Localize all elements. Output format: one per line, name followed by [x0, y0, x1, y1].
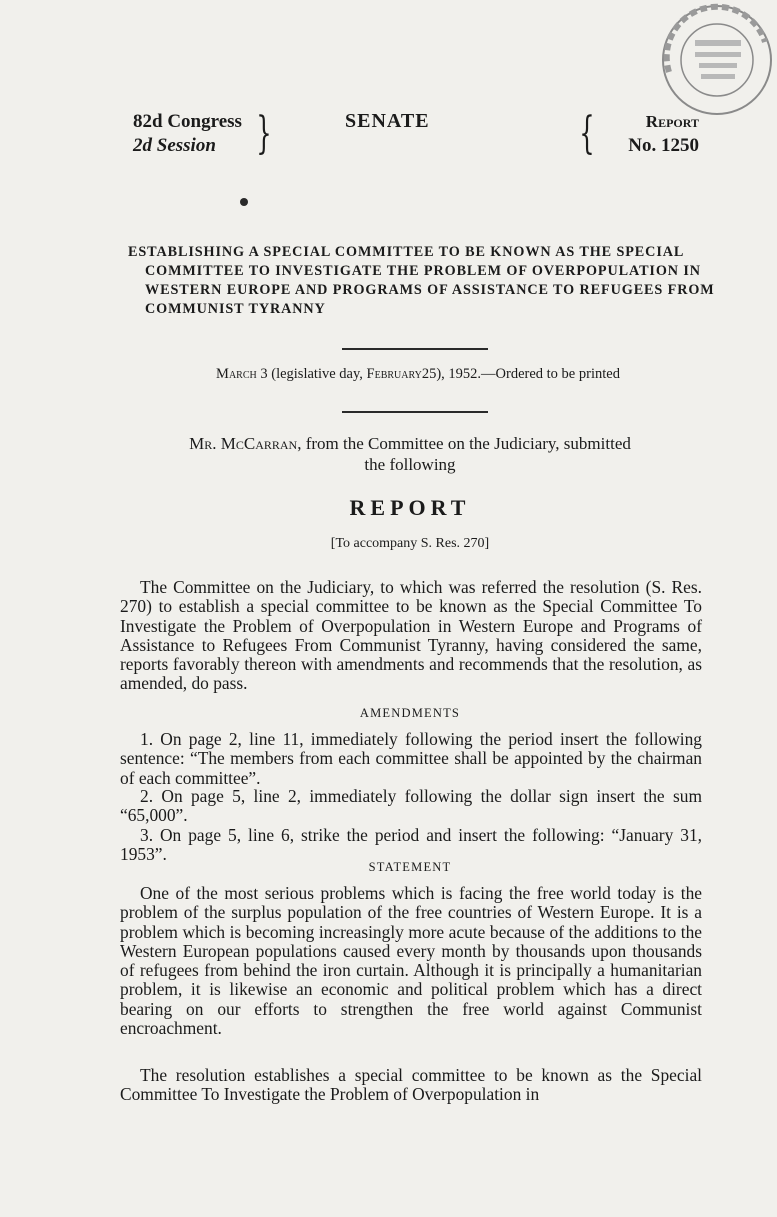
- date-line: [133, 366, 703, 383]
- intro-paragraph: The Committee on the Judiciary, to which was referred the resolution (S. Res. 270) to establish a special committee to be known as the Special Committee To Investigate the Problem of Overpopulation in Western Europe and Programs of Assistance to Refugees From Communist Tyranny, having considered the same, reports favorably thereon with amendments and recommends that the resolution, as amended, do pass.: [120, 577, 702, 694]
- report-number-block: [628, 110, 699, 158]
- amendment-text: 2. On page 5, line 2, immediately following the dollar sign insert the sum “65,000”.: [120, 786, 702, 826]
- submitted-text: , from the Committee on the Judiciary, submitted: [297, 434, 631, 453]
- submitted-line-2: the following: [364, 455, 456, 474]
- legislative-month: February: [366, 366, 422, 382]
- chamber-name: SENATE: [345, 110, 430, 132]
- document-title: ESTABLISHING A SPECIAL COMMITTEE TO BE KNOWN AS THE SPECIAL COMMITTEE TO INVESTIGATE THE PROBLEM OF OVERPOPULATION IN WESTERN EUROPE AND PROGRAMS OF ASSISTANCE TO REFUGEES FROM COMMUNIST TYRANNY: [128, 244, 715, 317]
- senator-name: Mr. McCarran: [189, 434, 298, 453]
- right-brace: {: [579, 108, 595, 159]
- date-month: March: [216, 366, 257, 382]
- report-heading: REPORT: [349, 495, 471, 520]
- report-header: [133, 110, 699, 162]
- date-rest: 3 (legislative day,: [260, 366, 363, 382]
- divider-rule: [342, 411, 488, 413]
- amendment-text: 3. On page 5, line 6, strike the period and insert the following: “January 31, 1953”.: [120, 825, 702, 865]
- statement-paragraph: One of the most serious problems which is facing the free world today is the problem of the surplus population of the free countries of Western Europe. It is a problem which is becoming increasingly more acute because of the additions to the Western European populations caused every month by thousands upon thousands of refugees from behind the iron curtain. Although it is principally a humanitarian problem, it is likewise an economic and political problem which has a direct bearing on our efforts to strengthen the free world against Communist encroachment.: [120, 883, 702, 1039]
- accompany-note: [To accompany S. Res. 270]: [330, 536, 490, 551]
- amendment-item: [120, 787, 702, 826]
- amendment-item: [120, 826, 702, 865]
- congress-number: 82d Congress: [133, 111, 242, 132]
- congress-session: [133, 110, 242, 158]
- amendment-text: 1. On page 2, line 11, immediately following the period insert the following sentence: “The members from each committee shall be appointed by the chairman of each committee”.: [120, 729, 702, 788]
- left-brace: }: [256, 108, 272, 159]
- divider-rule: [342, 348, 488, 350]
- report-label: Report: [645, 112, 699, 131]
- library-stamp: [655, 2, 773, 120]
- date-rest-2: 25), 1952.—Ordered to be printed: [421, 366, 620, 382]
- statement-paragraph: The resolution establishes a special committee to be known as the Special Committee To Investigate the Problem of Overpopulation in: [120, 1065, 702, 1105]
- amendment-item: [120, 730, 702, 788]
- amendments-heading: AMENDMENTS: [359, 706, 461, 720]
- submitted-by: [120, 433, 700, 475]
- session-number: 2d Session: [133, 135, 216, 156]
- report-number: No. 1250: [628, 135, 699, 156]
- statement-heading: STATEMENT: [368, 860, 452, 874]
- ink-dot: [240, 198, 248, 206]
